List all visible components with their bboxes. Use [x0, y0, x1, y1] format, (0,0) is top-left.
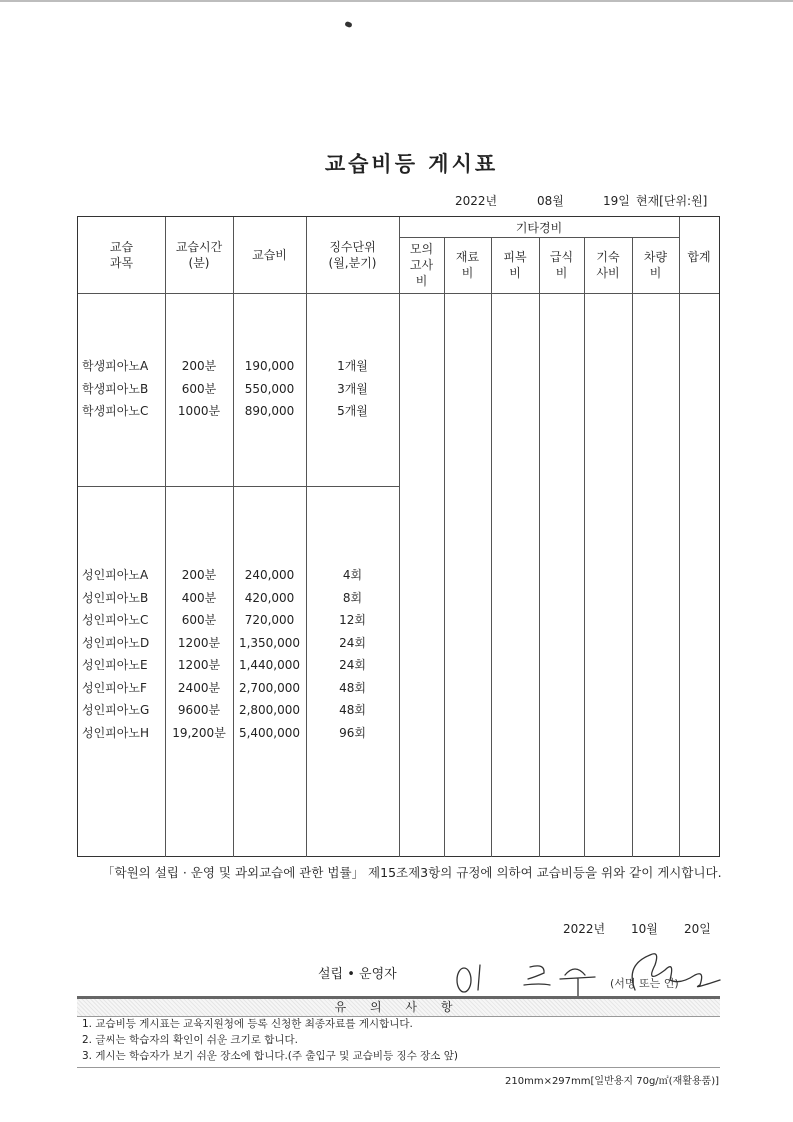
- table-row: [78, 587, 399, 610]
- table-row: [78, 355, 399, 378]
- as-of-unit: 현재[단위:원]: [636, 194, 708, 208]
- col-divider: [306, 217, 307, 857]
- fee-cell: 2,700,000: [238, 680, 301, 695]
- row-divider: [78, 486, 399, 487]
- fee-cell: 1,350,000: [238, 635, 301, 650]
- paper-spec: 210mm×297mm[일반용지 70g/㎡(재활용품)]: [505, 1076, 720, 1087]
- time-cell: 1000분: [177, 404, 221, 418]
- caution-header: 유 의 사 항: [77, 996, 720, 1017]
- fee-cell: 550,000: [244, 381, 295, 396]
- table-row: [78, 609, 399, 632]
- unit-cell: 12회: [339, 613, 366, 627]
- unit-cell: 1개월: [337, 359, 368, 373]
- table-row: [78, 632, 399, 655]
- fee-cell: 1,440,000: [238, 658, 301, 672]
- unit-cell: 24회: [339, 635, 366, 650]
- fee-cell: 5,400,000: [238, 725, 301, 740]
- fee-table: [77, 216, 720, 857]
- header-meals: 급식 비: [549, 250, 574, 280]
- subject-cell: 성인피아노E: [82, 658, 148, 672]
- row-divider: [78, 293, 719, 294]
- subject-cell: 성인피아노B: [82, 590, 149, 605]
- table-row: [78, 378, 399, 401]
- unit-cell: 48회: [339, 703, 366, 717]
- unit-cell: 48회: [339, 680, 366, 695]
- col-divider: [233, 217, 234, 857]
- signer-label: 설립 • 운영자: [318, 967, 397, 982]
- table-row: [78, 677, 399, 700]
- fee-cell: 720,000: [244, 613, 295, 627]
- time-cell: 1200분: [177, 658, 221, 672]
- subject-cell: 학생피아노C: [82, 404, 149, 418]
- time-cell: 1200분: [177, 635, 221, 650]
- col-divider: [632, 237, 633, 857]
- col-divider: [165, 217, 166, 857]
- subject-cell: 성인피아노D: [82, 635, 150, 650]
- header-dormitory: 기숙 사비: [596, 250, 620, 280]
- col-divider: [399, 217, 400, 857]
- fee-cell: 190,000: [244, 359, 295, 373]
- sig-stroke: [524, 966, 550, 985]
- caution-item: 1. 교습비등 게시표는 교육지원청에 등록 신청한 최종자료를 게시합니다.: [82, 1018, 413, 1030]
- unit-cell: 3개월: [337, 381, 368, 396]
- unit-cell: 96회: [339, 725, 366, 740]
- table-row: [78, 564, 399, 587]
- header-subject: 교습 과목: [109, 240, 134, 270]
- row-divider: [399, 237, 679, 238]
- time-cell: 600분: [181, 613, 217, 627]
- col-divider: [539, 237, 540, 857]
- scan-speck: [344, 21, 352, 28]
- unit-cell: 4회: [342, 568, 363, 582]
- header-other-expenses: 기타경비: [515, 221, 563, 235]
- subject-cell: 성인피아노C: [82, 613, 149, 627]
- time-cell: 600분: [181, 381, 217, 396]
- handwritten-signature: [450, 945, 740, 1000]
- as-of-day: 19일: [603, 194, 630, 208]
- col-divider: [491, 237, 492, 857]
- caution-item: 3. 게시는 학습자가 보기 쉬운 장소에 합니다.(주 출입구 및 교습비등 징수 장소 앞): [82, 1050, 459, 1062]
- subject-cell: 학생피아노A: [82, 359, 149, 373]
- fee-cell: 240,000: [244, 568, 295, 582]
- fee-cell: 420,000: [244, 590, 295, 605]
- adult-rows: [78, 564, 399, 744]
- sign-or-seal: (서명 또는 인): [610, 977, 679, 990]
- time-cell: 19,200분: [172, 725, 226, 740]
- scan-edge: [0, 0, 793, 2]
- header-vehicle: 차량 비: [643, 250, 668, 280]
- sig-stroke: [478, 965, 480, 990]
- fee-cell: 2,800,000: [238, 703, 301, 717]
- unit-cell: 8회: [342, 590, 363, 605]
- header-total: 합계: [687, 250, 711, 264]
- document-title: 교습비등 게시표: [324, 152, 499, 176]
- subject-cell: 성인피아노A: [82, 568, 149, 582]
- fee-cell: 890,000: [244, 404, 295, 418]
- subject-cell: 학생피아노B: [82, 381, 149, 396]
- unit-cell: 5개월: [337, 404, 368, 418]
- table-row: [78, 699, 399, 722]
- time-cell: 200분: [181, 568, 217, 582]
- time-cell: 2400분: [177, 680, 221, 695]
- sign-day: 20일: [684, 922, 711, 936]
- sign-month: 10월: [631, 922, 658, 936]
- caution-bottom-rule: [77, 1067, 720, 1068]
- table-row: [78, 654, 399, 677]
- header-mock-exam: 모의 고사 비: [409, 242, 434, 288]
- caution-item: 2. 글씨는 학습자의 확인이 쉬운 크기로 합니다.: [82, 1034, 298, 1046]
- subject-cell: 성인피아노G: [82, 703, 150, 717]
- col-divider: [584, 237, 585, 857]
- table-row: [78, 400, 399, 423]
- subject-cell: 성인피아노F: [82, 680, 147, 695]
- as-of-year: 2022년: [455, 194, 498, 208]
- sign-year: 2022년: [563, 922, 606, 936]
- header-unit: 징수단위 (월,분기): [328, 240, 377, 270]
- header-clothing: 피복 비: [503, 250, 527, 280]
- table-row: [78, 722, 399, 745]
- header-fee: 교습비: [252, 248, 287, 262]
- legal-notice: 「학원의 설립 · 운영 및 과외교습에 관한 법률」 제15조제3항의 규정에 의하여 교습비등을 위와 같이 게시합니다.: [102, 865, 722, 880]
- student-rows: [78, 355, 399, 423]
- header-time: 교습시간 (분): [175, 240, 223, 270]
- caution-list: [82, 1016, 458, 1064]
- col-divider: [444, 237, 445, 857]
- header-materials: 재료 비: [455, 250, 480, 280]
- sig-stroke: [457, 968, 471, 992]
- time-cell: 400분: [181, 590, 217, 605]
- time-cell: 200분: [181, 359, 217, 373]
- subject-cell: 성인피아노H: [82, 725, 149, 740]
- as-of-month: 08월: [537, 194, 564, 208]
- time-cell: 9600분: [177, 703, 221, 717]
- col-divider: [679, 217, 680, 857]
- unit-cell: 24회: [339, 658, 366, 672]
